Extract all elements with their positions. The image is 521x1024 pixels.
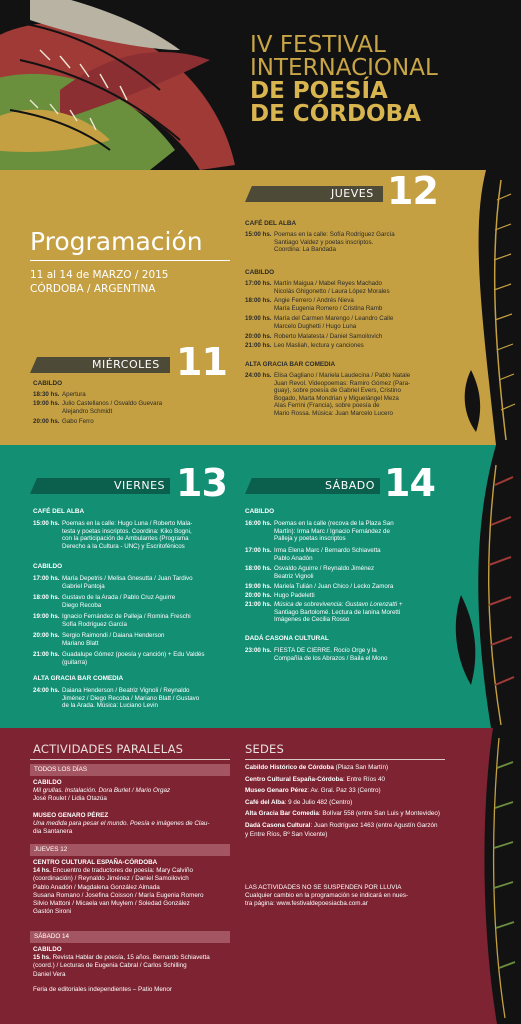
program-entry [245, 297, 445, 312]
entry-time: 21:00 hs. [33, 651, 60, 658]
activity-block [33, 812, 238, 837]
activity-line: Susana Romano / Josefina Coisson / María Eugenia Romero [33, 891, 204, 899]
program-entry [33, 613, 238, 628]
day-name: JUEVES [331, 187, 374, 200]
tribal-leaf-ornament [451, 445, 521, 728]
entry-line: Santiago Valdez y poetas inscriptos. [274, 238, 374, 246]
activity-block [33, 859, 238, 916]
entry-line: Sergio Raimondi / Daiana Henderson [62, 632, 165, 639]
entry-line: Guadalupe Gómez (poesía y canción) + Edu Valdés [62, 651, 205, 658]
entry-line: (guitarra) [62, 658, 88, 666]
entry-line: Ignacio Fernández de Palleja / Romina Freschi [62, 613, 191, 620]
gold-section [0, 170, 521, 445]
entry-line: Martín): Irma Marc / Ignacio Fernández de [274, 527, 390, 535]
entry-time: 17:00 hs. [245, 280, 272, 287]
activity-line: 15 hs. Revista Hablar de poesía, 15 años. Bernardo Schiavetta [33, 954, 210, 962]
activity-line: dia Santanera [33, 828, 73, 836]
note-line: Cualquier cambio en la programación se indicará en nues- [245, 892, 409, 900]
activity-venue: CABILDO [33, 946, 62, 953]
entry-line: de la Arada. Música: Luciano Levin [62, 702, 158, 710]
entry-time: 24:00 hs. [33, 687, 60, 694]
program-entry [245, 280, 445, 295]
program-entry [245, 565, 450, 580]
program-entry [245, 315, 445, 330]
entry-line: Julio Castellanos / Osvaldo Guevara [62, 400, 163, 407]
program-entry [245, 372, 455, 418]
entry-line: Pablo Anadón [274, 554, 313, 562]
venue-name: CABILDO [245, 508, 275, 515]
activity-venue: MUSEO GENARO PÉREZ [33, 812, 109, 819]
sedes-title: SEDES [245, 742, 284, 756]
entry-line: FIESTA DE CIERRE. Rocío Orge y la [274, 647, 377, 654]
entry-line: Gabo Ferro [62, 418, 94, 425]
entry-time: 18:00 hs. [245, 565, 272, 572]
program-entry [33, 687, 238, 710]
entry-line: Poemas en la calle: Hugo Luna / Roberto Mala- [62, 520, 193, 527]
entry-time: 20:00 hs. [33, 418, 60, 425]
day-heading-viernes [30, 461, 230, 505]
entry-line: Mario Rossa. Música: Juan Marcelo Lucero [274, 409, 393, 417]
entry-line: Irma Elena Marc / Bernardo Schiavetta [274, 547, 381, 554]
sedes-list [245, 764, 440, 842]
program-entry [33, 418, 223, 426]
entry-line: Poemas en la calle (recova de la Plaza San [274, 520, 394, 527]
note-title: LAS ACTIVIDADES NO SE SUSPENDEN POR LLUVIA [245, 884, 402, 891]
sedes-note [245, 884, 445, 909]
day-number: 11 [176, 340, 227, 384]
entry-line: Alas Ferrini (Francia), sobre poesía de [274, 402, 380, 410]
note-line: tra página: www.festivaldepoesiacba.com.ar [245, 900, 368, 908]
day-number: 14 [384, 461, 435, 505]
activity-line: Pablo Anadón / Magdalena González Almada [33, 883, 160, 891]
divider [30, 260, 230, 261]
section-band: JUEVES 12 [30, 844, 230, 856]
entry-time: 21:00 hs. [245, 342, 272, 349]
entry-line: Beatriz Vignoli [274, 572, 314, 580]
entry-line: Poemas en la calle: Sofía Rodríguez García [274, 231, 395, 238]
entry-line: María del Carmen Marengo / Leandro Calle [274, 315, 394, 322]
actividades-title: ACTIVIDADES PARALELAS [33, 742, 184, 756]
entry-line: Gabriel Pantoja [62, 582, 105, 590]
entry-line: Mariano Blatt [62, 639, 99, 647]
venue-name: CAFÉ DEL ALBA [33, 508, 85, 515]
program-entry [33, 594, 238, 609]
entry-line: Sofía Rodríguez García [62, 620, 128, 628]
divider [30, 759, 230, 760]
teal-section [0, 445, 521, 728]
feather-ornament [451, 170, 521, 445]
entry-time: 20:00 hs. [245, 592, 272, 599]
festival-title-line: IV FESTIVAL [250, 32, 386, 58]
entry-time: 19:00 hs. [33, 613, 60, 620]
activity-venue: CABILDO [33, 779, 62, 786]
activity-line: Silvio Mattoni / Micaela van Muylem / Soledad González [33, 900, 190, 908]
festival-title-line: INTERNACIONAL [250, 55, 438, 81]
program-entry [33, 400, 223, 415]
festival-title [250, 34, 438, 126]
activity-line: Daniel Vera [33, 970, 66, 978]
day-number: 13 [176, 461, 227, 505]
day-name: VIERNES [114, 479, 166, 492]
venue-name: ALTA GRACIA BAR COMEDIA [33, 675, 124, 682]
sede-item: Museo Genaro Pérez: Av. Gral. Paz 33 (Centro) [245, 787, 381, 795]
entry-line: Santiago Bartolomé. Lectura de Ianina Moretti [274, 608, 401, 616]
program-entry [245, 231, 445, 254]
entry-time: 18:00 hs. [33, 594, 60, 601]
entry-time: 21:00 hs. [245, 601, 272, 608]
venue-name: CABILDO [245, 269, 275, 276]
activity-line: Mil grullas. Instalación. Dora Burlet / Mario Orgaz [33, 787, 171, 795]
day-number: 12 [387, 170, 438, 213]
program-entry [245, 583, 450, 591]
venue-name: CAFÉ DEL ALBA [245, 220, 297, 227]
festival-title-line: DE CÓRDOBA [250, 101, 421, 127]
entry-line: con la participación de Ambulantes (Programa [62, 535, 189, 543]
sede-item: Cabildo Histórico de Córdoba (Plaza San Martín) [245, 764, 389, 771]
entry-line: Alejandro Schmidt [62, 407, 113, 415]
entry-line: Hugo Padeletti [274, 592, 315, 599]
entry-line: testa y poetas inscriptos. Coordina: Kiko Bogni, [62, 527, 192, 535]
entry-time: 17:00 hs. [245, 547, 272, 554]
program-entry [33, 575, 238, 590]
activity-venue: CENTRO CULTURAL ESPAÑA-CÓRDOBA [33, 859, 158, 866]
day-heading-jueves [245, 170, 445, 213]
program-entry [33, 391, 223, 399]
entry-line: Osvaldo Aguirre / Reynaldo Jiménez [274, 565, 375, 572]
entry-time: 19:00 hs. [245, 583, 272, 590]
activity-line: Gastón Sironi [33, 908, 72, 916]
entry-line: Nicolás Ghigonetto / Laura López Morales [274, 287, 390, 295]
entry-line: Daiana Henderson / Beatriz Vignoli / Reynaldo [62, 687, 190, 694]
entry-time: 19:00 hs. [33, 400, 60, 407]
activity-line: Una medida para pesar el mundo. Poesía e imágenes de Clau- [33, 820, 210, 828]
sede-item: Alta Gracia Bar Comedia: Bolívar 558 (entre San Luis y Montevideo) [245, 810, 440, 818]
program-entry [245, 647, 450, 662]
venue-name: DADÁ CASONA CULTURAL [245, 635, 329, 642]
tribal-leaf-ornament [0, 0, 250, 170]
entry-line: Coordina: La Bandada [274, 246, 336, 254]
sede-item: Centro Cultural España-Córdoba: Entre Ríos 40 [245, 775, 385, 783]
entry-time: 15:00 hs. [245, 231, 272, 238]
place-text: CÓRDOBA / ARGENTINA [30, 283, 156, 295]
entry-line: Roberto Malatesta / Daniel Samoilovich [274, 333, 383, 340]
sede-item: Dadá Casona Cultural: Juan Rodríguez 1463 (entre Agustín Garzón y Entre Ríos, Bº San Vicente) [245, 821, 438, 838]
divider [245, 759, 445, 760]
entry-line: Derecho a la Cultura - UNC) y Escritofénicos [62, 542, 185, 550]
day-name: MIÉRCOLES [92, 358, 160, 371]
activity-line: José Roulet / Lidia Otazúa [33, 795, 107, 803]
entry-line: Bogado, Marta Mondrian y Miguelángel Meza [274, 394, 399, 402]
entry-time: 17:00 hs. [33, 575, 60, 582]
entry-line: María Eugenia Romero / Cristina Ramb [274, 304, 383, 312]
section-band: SÁBADO 14 [30, 931, 230, 943]
entry-line-italic: Música de sobrevivencia: Gustavo Lorenzatti + [274, 601, 403, 608]
entry-time: 18:30 hs. [33, 391, 60, 398]
festival-title-line: DE POESÍA [250, 78, 388, 104]
entry-line: Marcelo Dughetti / Hugo Luna [274, 322, 357, 330]
program-entry [33, 520, 238, 550]
venue-name: CABILDO [33, 380, 63, 387]
entry-line: Apertura [62, 391, 86, 398]
feather-ornament [451, 728, 521, 1024]
entry-line: Jiménez / Diego Recoba / Mariano Blatt / Gustavo [62, 694, 200, 702]
entry-line [274, 601, 450, 609]
entry-line: guay), sobre poesía de Gabriel Evers, Cristino [274, 387, 401, 395]
programacion-title: Programación [30, 227, 203, 256]
program-entry [245, 592, 450, 600]
entry-line: Leo Masliah, lectura y canciones [274, 342, 364, 349]
activity-line: 14 hs. Encuentro de traductores de poesía: Mary Calviño [33, 867, 193, 875]
entry-time: 19:00 hs. [245, 315, 272, 322]
festival-header [0, 0, 521, 170]
venue-name: CABILDO [33, 563, 63, 570]
sede-item: Café del Alba: 9 de Julio 482 (Centro) [245, 798, 353, 806]
entry-line: Gustavo de la Arada / Pablo Cruz Aguirre [62, 594, 176, 601]
entry-time: 16:00 hs. [245, 520, 272, 527]
program-entry [245, 601, 450, 624]
program-entry [33, 651, 238, 666]
section-band: TODOS LOS DÍAS [30, 764, 230, 776]
activity-line: Feria de editoriales independientes – Patio Menor [33, 986, 172, 993]
program-entry [245, 333, 445, 341]
entry-line: Elisa Gagliano / Mariela Laudecina / Pablo Natale [274, 372, 411, 379]
entry-time: 23:00 hs. [245, 647, 272, 654]
entry-line: Martín Maigua / Mabel Reyes Machado [274, 280, 382, 287]
dates-text: 11 al 14 de MARZO / 2015 [30, 269, 169, 281]
activity-line: (coord.) / Lecturas de Eugenia Cabral / Carlos Schilling [33, 962, 187, 970]
maroon-section [0, 728, 521, 1024]
festival-dates [30, 268, 168, 296]
activity-line: (coordinación) / Reynaldo Jiménez / Daniel Samoilovich [33, 875, 189, 883]
day-name: SÁBADO [325, 479, 375, 492]
entry-line: Palleja y poetas inscriptos [274, 535, 346, 543]
entry-line: Imágenes de Cecilia Rosso [274, 616, 350, 624]
entry-line: Diego Recoba [62, 601, 102, 609]
entry-time: 18:00 hs. [245, 297, 272, 304]
activity-block [33, 946, 238, 979]
entry-time: 20:00 hs. [245, 333, 272, 340]
entry-line: María Depetris / Melisa Gnesutta / Juan Tardivo [62, 575, 193, 582]
entry-line: Juan Revol. Videopoemas: Ramiro Gómez (Para- [274, 379, 411, 387]
program-entry [245, 547, 450, 562]
entry-line: Angie Ferrero / Andrés Nieva [274, 297, 354, 304]
program-entry [33, 632, 238, 647]
day-heading-sabado [245, 461, 445, 505]
venue-name: ALTA GRACIA BAR COMEDIA [245, 361, 336, 368]
entry-time: 15:00 hs. [33, 520, 60, 527]
program-entry [245, 520, 450, 543]
program-entry [245, 342, 445, 350]
activity-block [33, 779, 238, 804]
entry-line: Compañía de los Abrazos / Baila el Mono [274, 654, 388, 662]
entry-time: 20:00 hs. [33, 632, 60, 639]
entry-line: Mariela Tulián / Juan Chico / Lecko Zamora [274, 583, 394, 590]
entry-time: 24:00 hs. [245, 372, 272, 379]
